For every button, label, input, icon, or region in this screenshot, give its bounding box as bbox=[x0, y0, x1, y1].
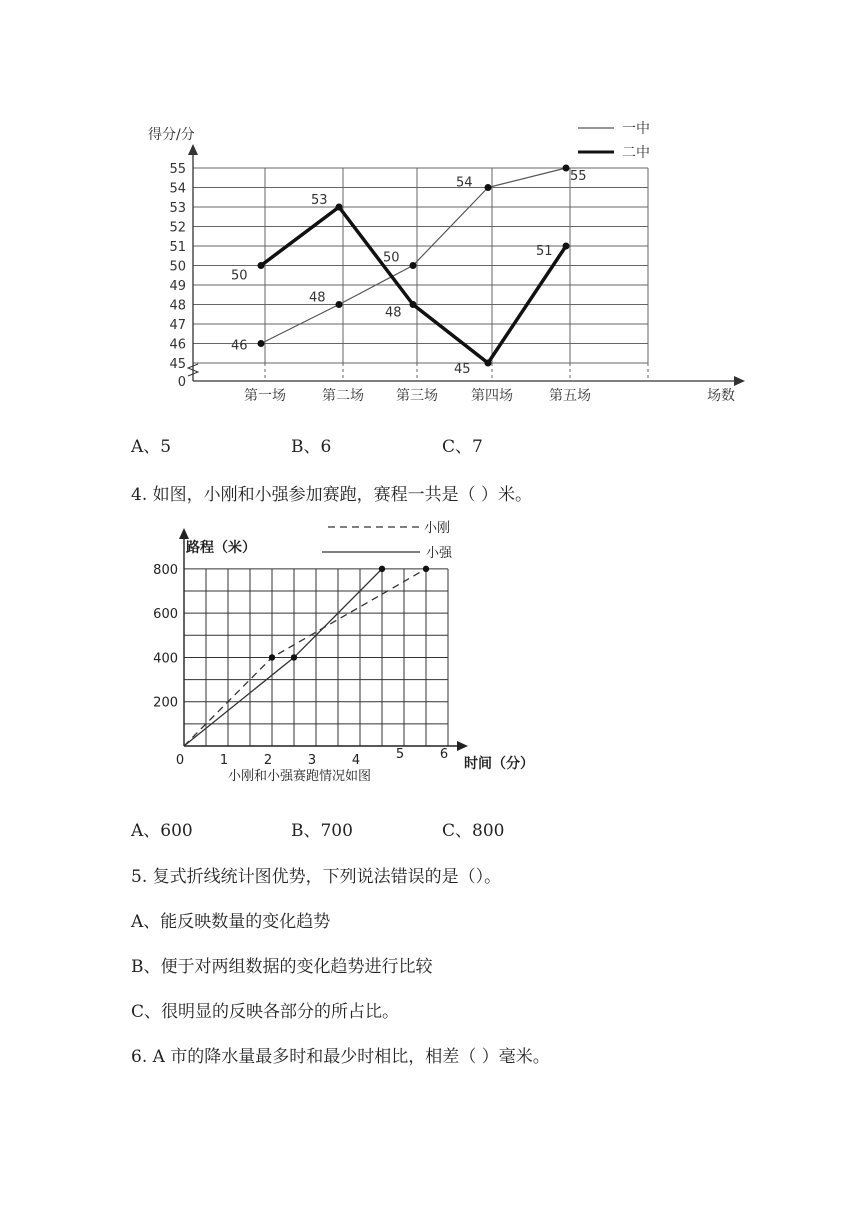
chart1-legend bbox=[578, 120, 650, 161]
data-point bbox=[485, 184, 492, 191]
data-point bbox=[410, 262, 417, 269]
chart2-x-ticks bbox=[176, 747, 448, 768]
x-tick-label: 第一场 bbox=[244, 388, 286, 404]
data-point bbox=[379, 566, 385, 572]
y-axis-arrow-icon bbox=[179, 528, 189, 539]
chart1-grid bbox=[193, 168, 648, 381]
q5-question: 5. 复式折线统计图优势，下列说法错误的是（）。 bbox=[131, 867, 502, 887]
chart2-caption: 小刚和小强赛跑情况如图 bbox=[228, 769, 372, 784]
data-label: 50 bbox=[231, 268, 248, 284]
y-tick-label: 48 bbox=[169, 298, 186, 314]
y-tick-label: 54 bbox=[169, 181, 186, 197]
chart1-x-axis-label: 场数 bbox=[707, 388, 735, 404]
data-point bbox=[423, 566, 429, 572]
data-point bbox=[336, 301, 343, 308]
y-axis-arrow-icon bbox=[188, 144, 198, 155]
data-point bbox=[258, 340, 265, 347]
chart1-y-axis-label: 得分/分 bbox=[148, 127, 195, 143]
q5-option-c[interactable]: C、很明显的反映各部分的所占比。 bbox=[131, 1002, 400, 1022]
chart2-series bbox=[184, 566, 429, 746]
y-tick-label: 52 bbox=[169, 220, 186, 236]
chart2-axes bbox=[179, 528, 468, 751]
data-point bbox=[258, 262, 265, 269]
y-tick-label: 400 bbox=[153, 651, 178, 667]
data-label: 48 bbox=[309, 290, 326, 306]
y-tick-label: 46 bbox=[169, 337, 186, 353]
q3-option-c[interactable]: C、7 bbox=[442, 437, 483, 457]
data-label: 51 bbox=[536, 244, 553, 259]
legend-label-erzhong: 二中 bbox=[622, 145, 650, 161]
chart2-legend bbox=[322, 520, 453, 561]
q5-option-b[interactable]: B、便于对两组数据的变化趋势进行比较 bbox=[131, 957, 433, 977]
y-tick-label: 50 bbox=[169, 259, 186, 275]
data-label: 50 bbox=[383, 250, 400, 266]
q4-option-b[interactable]: B、700 bbox=[291, 821, 353, 841]
data-point bbox=[485, 360, 492, 367]
data-label: 55 bbox=[570, 169, 587, 184]
q4-option-a[interactable]: A、600 bbox=[131, 821, 193, 841]
chart2-grid bbox=[184, 569, 448, 746]
data-label: 53 bbox=[311, 193, 328, 208]
x-tick-label: 0 bbox=[175, 753, 185, 768]
race-line-chart bbox=[0, 510, 860, 800]
data-label: 48 bbox=[385, 305, 402, 321]
chart2-x-axis-label: 时间（分） bbox=[464, 756, 534, 772]
y-tick-label: 51 bbox=[169, 240, 186, 255]
q5-option-a[interactable]: A、能反映数量的变化趋势 bbox=[131, 912, 331, 932]
chart1-series bbox=[231, 165, 587, 378]
x-tick-label: 5 bbox=[395, 747, 405, 762]
y-tick-label: 200 bbox=[153, 695, 178, 711]
data-label: 46 bbox=[231, 338, 248, 354]
chart2-y-axis-label: 路程（米） bbox=[186, 540, 256, 556]
data-label: 45 bbox=[454, 362, 471, 377]
x-tick-label: 1 bbox=[219, 753, 229, 768]
x-tick-label: 第四场 bbox=[471, 388, 513, 404]
q6-question: 6. A 市的降水量最多时和最少时相比，相差（ ）毫米。 bbox=[131, 1047, 550, 1067]
y-tick-label: 49 bbox=[169, 279, 186, 294]
data-point bbox=[563, 165, 570, 172]
x-tick-label: 4 bbox=[351, 753, 361, 768]
x-tick-label: 3 bbox=[307, 753, 317, 768]
chart1-x-ticks bbox=[244, 387, 591, 404]
x-tick-label: 第三场 bbox=[396, 388, 438, 404]
y-tick-label: 600 bbox=[153, 607, 178, 623]
y-tick-label: 53 bbox=[169, 201, 186, 216]
data-label: 54 bbox=[456, 175, 473, 191]
x-tick-label: 2 bbox=[263, 753, 273, 768]
q3-option-a[interactable]: A、5 bbox=[131, 437, 172, 457]
legend-label-xiaoqiang: 小强 bbox=[426, 546, 453, 561]
q4-question: 4. 如图，小刚和小强参加赛跑，赛程一共是（ ）米。 bbox=[131, 485, 533, 505]
y-tick-label: 55 bbox=[169, 162, 186, 177]
y-tick-label: 47 bbox=[169, 318, 186, 333]
x-tick-label: 6 bbox=[439, 747, 449, 762]
chart2-y-ticks bbox=[153, 563, 178, 711]
data-point bbox=[269, 654, 275, 660]
x-tick-label: 第五场 bbox=[549, 388, 591, 404]
data-point bbox=[336, 204, 343, 211]
score-line-chart bbox=[0, 0, 860, 420]
x-tick-label: 第二场 bbox=[322, 388, 364, 404]
legend-label-xiaogang: 小刚 bbox=[424, 521, 451, 536]
q3-option-b[interactable]: B、6 bbox=[291, 437, 332, 457]
data-point bbox=[563, 243, 570, 250]
chart1-y-ticks bbox=[169, 162, 186, 390]
x-axis-arrow-icon bbox=[457, 741, 468, 751]
x-axis-arrow-icon bbox=[734, 376, 745, 386]
data-point bbox=[291, 654, 297, 660]
q4-option-c[interactable]: C、800 bbox=[442, 821, 505, 841]
legend-label-yizhong: 一中 bbox=[622, 121, 650, 137]
data-point bbox=[410, 301, 417, 308]
y-tick-label: 45 bbox=[169, 357, 186, 372]
y-tick-label: 0 bbox=[177, 375, 186, 390]
axis-break-mark bbox=[188, 364, 198, 376]
y-tick-label: 800 bbox=[153, 562, 178, 578]
